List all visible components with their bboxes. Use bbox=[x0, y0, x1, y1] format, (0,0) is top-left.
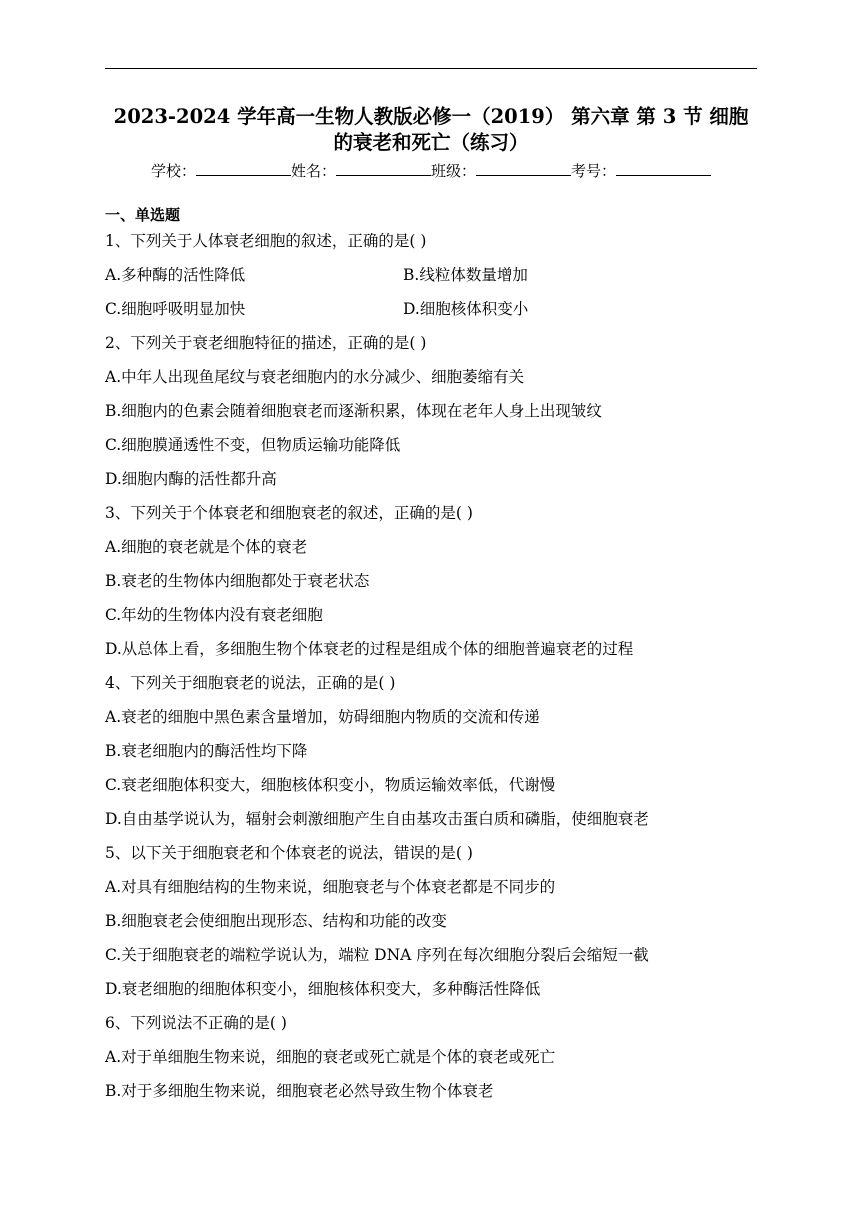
option: B.衰老细胞内的酶活性均下降 bbox=[105, 742, 308, 760]
option: A.衰老的细胞中黑色素含量增加，妨碍细胞内物质的交流和传递 bbox=[105, 708, 540, 726]
question-stem: 5、以下关于细胞衰老和个体衰老的说法，错误的是( ) bbox=[105, 844, 473, 862]
option: A.中年人出现鱼尾纹与衰老细胞内的水分减少、细胞萎缩有关 bbox=[105, 368, 525, 386]
section-title: 一、单选题 bbox=[105, 206, 181, 224]
exam-no-label: 考号： bbox=[571, 162, 617, 180]
option: D.自由基学说认为，辐射会刺激细胞产生自由基攻击蛋白质和磷脂，使细胞衰老 bbox=[105, 810, 649, 828]
title-line-1: 2023-2024 学年高一生物人教版必修一（2019） 第六章 第 3 节 细胞 bbox=[113, 105, 749, 128]
option: D.从总体上看，多细胞生物个体衰老的过程是组成个体的细胞普遍衰老的过程 bbox=[105, 640, 634, 658]
option: A.细胞的衰老就是个体的衰老 bbox=[105, 538, 308, 556]
option: C.细胞呼吸明显加快 bbox=[105, 300, 246, 318]
option: D.衰老细胞的细胞体积变小，细胞核体积变大，多种酶活性降低 bbox=[105, 980, 541, 998]
question-list bbox=[105, 224, 757, 1108]
option-row bbox=[105, 258, 757, 292]
school-blank[interactable] bbox=[196, 161, 291, 176]
question-stem: 6、下列说法不正确的是( ) bbox=[105, 1014, 287, 1032]
option: C.细胞膜通透性不变，但物质运输功能降低 bbox=[105, 436, 401, 454]
option: A.多种酶的活性降低 bbox=[105, 266, 246, 284]
option-row bbox=[105, 292, 757, 326]
exam-no-blank[interactable] bbox=[616, 161, 711, 176]
option: B.对于多细胞生物来说，细胞衰老必然导致生物个体衰老 bbox=[105, 1082, 494, 1100]
class-blank[interactable] bbox=[476, 161, 571, 176]
option: A.对具有细胞结构的生物来说，细胞衰老与个体衰老都是不同步的 bbox=[105, 878, 556, 896]
name-blank[interactable] bbox=[336, 161, 431, 176]
document-title bbox=[105, 104, 757, 156]
class-label: 班级： bbox=[431, 162, 477, 180]
name-label: 姓名： bbox=[290, 162, 336, 180]
option: D.细胞内酶的活性都升高 bbox=[105, 470, 277, 488]
student-info-line bbox=[105, 160, 757, 182]
option: B.细胞内的色素会随着细胞衰老而逐渐积累，体现在老年人身上出现皱纹 bbox=[105, 402, 602, 420]
question-stem: 1、下列关于人体衰老细胞的叙述，正确的是( ) bbox=[105, 232, 427, 250]
header-rule bbox=[105, 68, 757, 69]
option: C.年幼的生物体内没有衰老细胞 bbox=[105, 606, 323, 624]
option: B.线粒体数量增加 bbox=[403, 266, 528, 284]
option: A.对于单细胞生物来说，细胞的衰老或死亡就是个体的衰老或死亡 bbox=[105, 1048, 556, 1066]
school-label: 学校： bbox=[150, 162, 196, 180]
title-line-2: 的衰老和死亡（练习） bbox=[333, 131, 529, 154]
option: C.衰老细胞体积变大，细胞核体积变小，物质运输效率低，代谢慢 bbox=[105, 776, 556, 794]
option: C.关于细胞衰老的端粒学说认为，端粒 DNA 序列在每次细胞分裂后会缩短一截 bbox=[105, 946, 649, 964]
question-stem: 2、下列关于衰老细胞特征的描述，正确的是( ) bbox=[105, 334, 427, 352]
option: B.衰老的生物体内细胞都处于衰老状态 bbox=[105, 572, 370, 590]
question-stem: 4、下列关于细胞衰老的说法，正确的是( ) bbox=[105, 674, 396, 692]
option: B.细胞衰老会使细胞出现形态、结构和功能的改变 bbox=[105, 912, 447, 930]
question-stem: 3、下列关于个体衰老和细胞衰老的叙述，正确的是( ) bbox=[105, 504, 473, 522]
option: D.细胞核体积变小 bbox=[403, 300, 529, 318]
